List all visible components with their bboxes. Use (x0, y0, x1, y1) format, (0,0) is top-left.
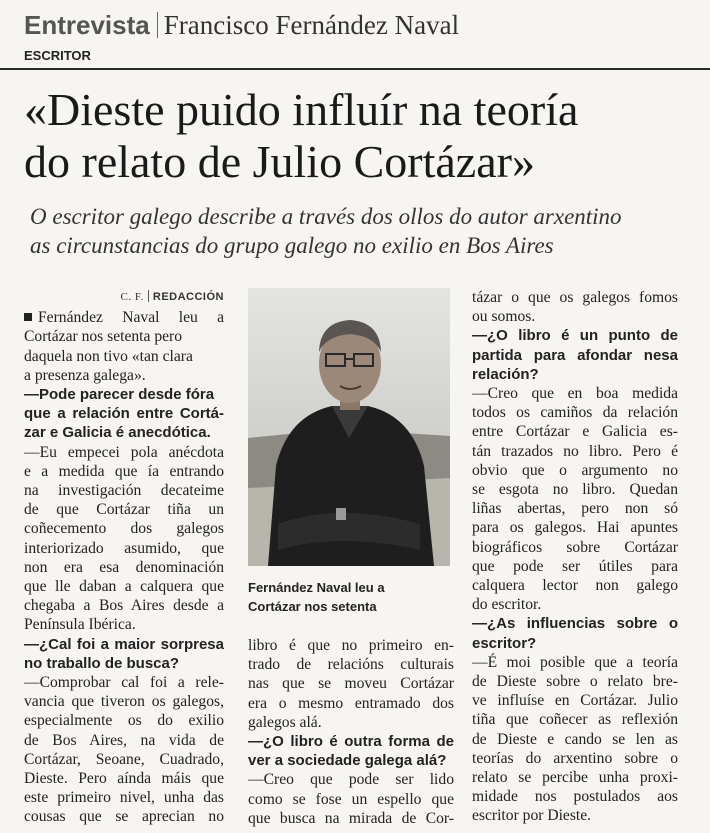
question-line: —¿Cal foi a maior sorpresa (24, 635, 224, 653)
text-line-body: Fernández Naval leu a (38, 309, 224, 327)
text-line: libro é que no primeiro en- (248, 637, 454, 654)
text-line: todos os camiños da relación (472, 404, 678, 422)
subheadline-line: O escritor galego describe a través dos ollos do autor arxentino (30, 204, 622, 229)
text-line: calquera lector non galego (472, 577, 678, 595)
text-line: Cortázar nos setenta pero (24, 328, 183, 346)
caption-line: Cortázar nos setenta (248, 599, 377, 614)
text-line: —É moi posible que a teoría (472, 653, 678, 671)
text-line: na investigación decateime (24, 482, 224, 500)
question-line: escritor? (472, 634, 537, 652)
text-line: especialmente os do exilio (24, 712, 224, 730)
text-line: vancia que tiveron os galegos, (24, 693, 224, 711)
byline-divider (148, 290, 149, 302)
question-line: relación? (472, 365, 539, 383)
text-line: non era esa denominación (24, 558, 224, 576)
question-line: ver a sociedade galega alá? (248, 752, 447, 770)
text-line: daquela non tivo «tan clara (24, 347, 193, 365)
question-line: no traballo de busca? (24, 654, 180, 672)
question-line: —¿O libro é outra forma de (248, 733, 454, 751)
interviewee-name: Francisco Fernández Naval (163, 10, 460, 40)
byline-desk: REDACCIÓN (152, 291, 224, 303)
headline (24, 84, 704, 188)
text-line: de Bos Aires, na vida de (24, 731, 224, 749)
text-line: liñas abertas, pero non só (472, 500, 678, 518)
article-column-3 (472, 288, 678, 826)
section-kicker (24, 6, 459, 48)
text-line: Dieste. Pero aínda máis que (24, 770, 224, 788)
bullet-icon (24, 313, 32, 321)
text-line: este primeiro nivel, unha das (24, 789, 224, 807)
byline (24, 288, 224, 307)
text-line: ou somos. (472, 308, 536, 326)
photo-caption (248, 578, 448, 616)
text-line: tázar o que os galegos fomos (472, 289, 678, 306)
text-line: relato se percibe unha proxi- (472, 769, 678, 787)
text-line: coñecemento dos galegos (24, 520, 224, 538)
interviewee-role: ESCRITOR (24, 48, 91, 63)
text-line: era o mesmo entramado dos (248, 694, 454, 712)
interviewee-photo (248, 288, 450, 566)
text-line: para os galegos. Hai apuntes (472, 519, 678, 537)
text-line: se esgota no libro. Quedan (472, 481, 678, 499)
subheadline (30, 202, 700, 260)
portrait-illustration (248, 288, 450, 566)
text-line: de Dieste e cando se len as (472, 730, 678, 748)
text-line: escritor por Dieste. (472, 807, 592, 825)
kicker-divider (157, 12, 158, 38)
text-line: a presenza galega». (24, 366, 146, 384)
header-rule (0, 68, 710, 70)
text-line: —Eu empecei pola anécdota (24, 443, 224, 461)
caption-line: Fernández Naval leu a (248, 580, 385, 595)
text-line: biográficos sobre Cortázar (472, 538, 678, 556)
text-line: trado de relacións culturais (248, 656, 454, 674)
text-line: do escritor. (472, 596, 542, 614)
question-line: —¿O libro é un punto de (472, 327, 678, 345)
article-column-1 (24, 288, 224, 827)
text-line: que lle daban a calquera que (24, 578, 224, 596)
text-line: de que Cortázar tiña un (24, 501, 224, 519)
text-line: que pode ser útiles para (472, 557, 678, 575)
headline-line: do relato de Julio Cortázar» (24, 136, 535, 187)
text-line: interiorizado asumido, que (24, 539, 224, 557)
text-line: Cortázar, Seoane, Cuadrado, (24, 750, 224, 768)
question-line: —Pode parecer desde fóra (24, 386, 215, 404)
text-line: de Dieste sobre o relato bre- (472, 673, 678, 691)
text-line: entre Cortázar e Galicia es- (472, 423, 678, 441)
text-line: —Creo que pode ser lido (248, 771, 454, 789)
text-line: galegos alá. (248, 713, 322, 731)
text-line: cousas que se aprecian no (24, 808, 224, 826)
text-line: como se fose un espello que (248, 790, 454, 808)
question-line: zar e Galicia é anecdótica. (24, 424, 211, 442)
text-line: nas que se moveu Cortázar (248, 675, 454, 693)
text-line: tiña que coñecer as reflexión (472, 711, 678, 729)
text-line: —Comprobar cal foi a rele- (24, 674, 224, 692)
text-line: obvio que o argumento no (472, 461, 678, 479)
article-column-2 (248, 636, 454, 828)
text-line: midade nos postulados aos (472, 788, 678, 806)
question-line: partida para afondar nesa (472, 346, 678, 364)
text-line: chegaba a Bos Aires desde a (24, 597, 224, 615)
text-line: ve influíse en Cortázar. Julio (472, 692, 678, 710)
text-line: teorías do arxentino sobre o (472, 749, 678, 767)
text-line (24, 308, 224, 327)
text-line: Península Ibérica. (24, 616, 136, 634)
headline-line: «Dieste puido influír na teoría (24, 84, 579, 135)
text-line: tán trazados no libro. Pero é (472, 442, 678, 460)
byline-initials: C. F. (120, 291, 144, 303)
question-line: que a relación entre Cortá- (24, 405, 224, 423)
text-line: e a medida que ía entrando (24, 462, 224, 480)
subheadline-line: as circunstancias do grupo galego no exilio en Bos Aires (30, 233, 554, 258)
question-line: —¿As influencias sobre o (472, 615, 678, 633)
text-line: —Creo que en boa medida (472, 385, 678, 403)
section-label: Entrevista (24, 10, 150, 40)
text-line: que busca na mirada de Cor- (248, 809, 454, 827)
